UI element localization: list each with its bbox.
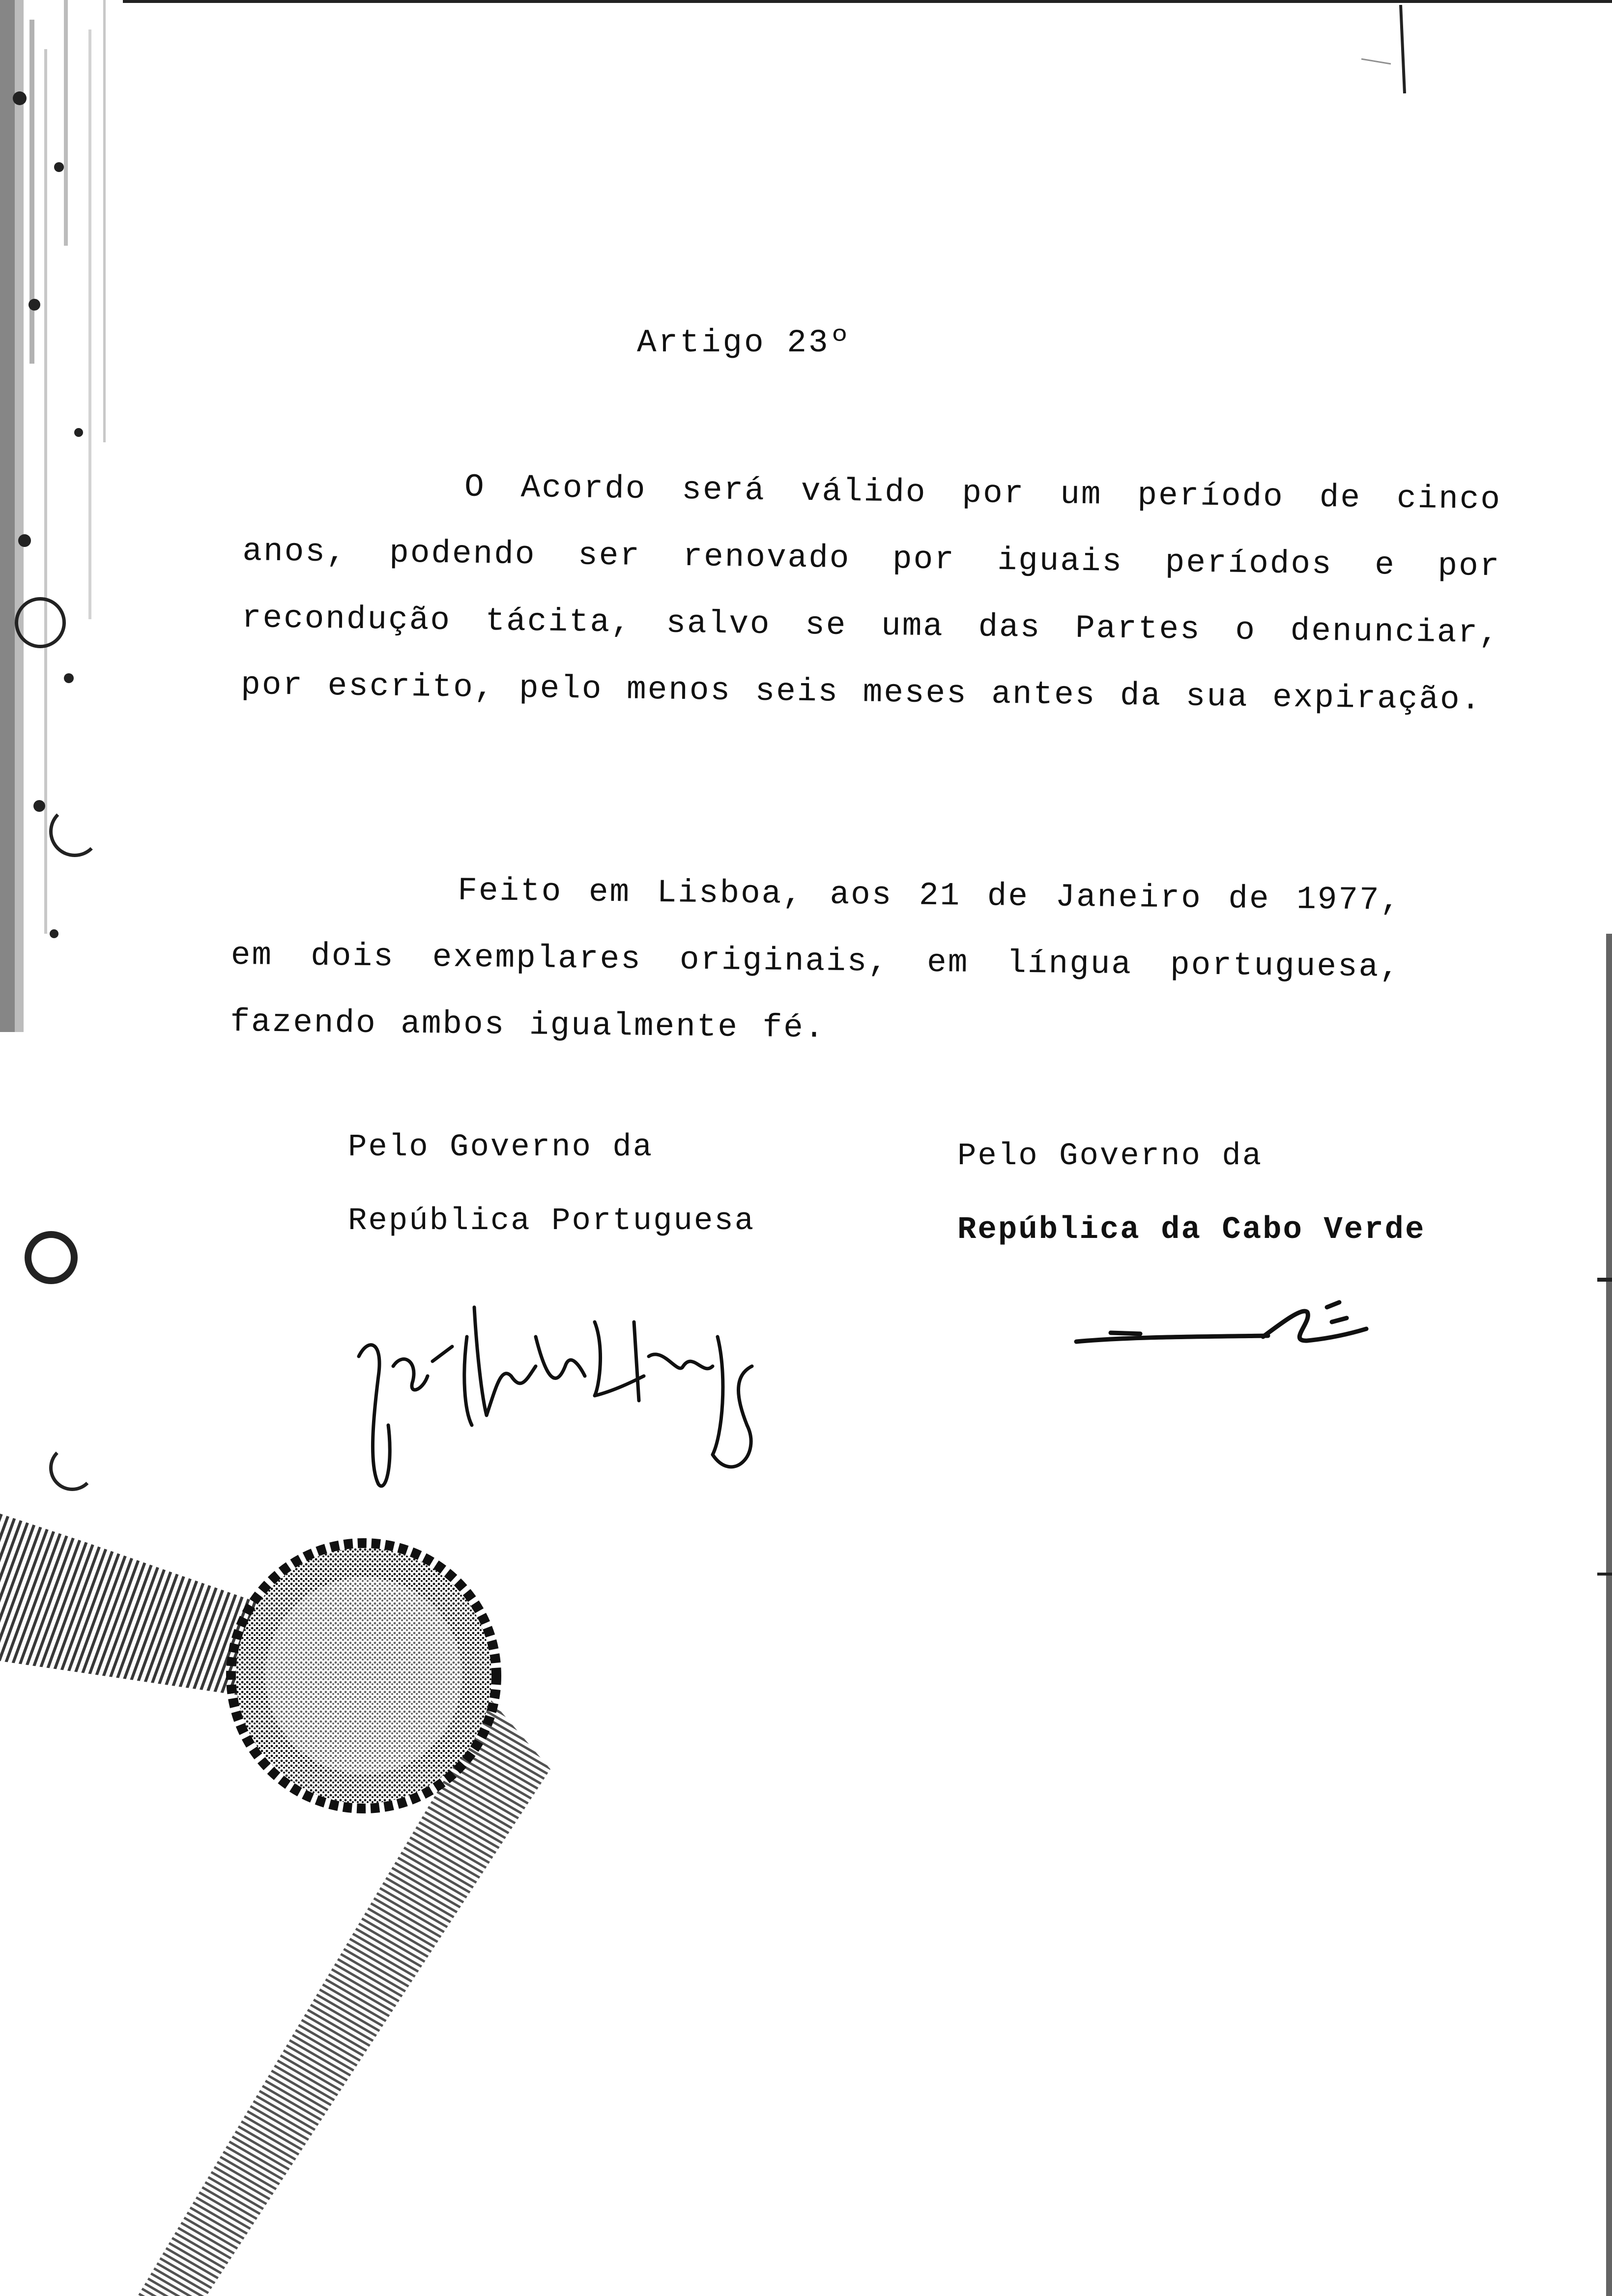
signing-paragraph: Feito em Lisboa, aos 21 de Janeiro de 1977, em dois exemplares originais, em língua portuguesa, fazendo ambos igualmente fé.: [230, 872, 1402, 1047]
binder-hole-2: [49, 806, 100, 857]
corner-tick-mark: [1356, 5, 1425, 103]
cabo-verde-signature: [1071, 1288, 1386, 1366]
scan-top-border: [123, 0, 1612, 3]
portugal-signatory-line1: Pelo Governo da: [348, 1130, 654, 1165]
validity-paragraph: O Acordo será válido por um período de cinco anos, podendo ser renovado por iguais períodos e por recondução tácita, salvo se uma das Partes o denunciar, por escrito, pelo menos seis meses antes da sua expiração.: [240, 468, 1502, 718]
portugal-signatory-line2: República Portuguesa: [348, 1204, 755, 1239]
cabo-verde-signatory-line1: Pelo Governo da: [957, 1139, 1263, 1174]
scan-right-edge: [1597, 934, 1612, 2296]
binder-hole-3: [25, 1231, 78, 1284]
binder-hole-4: [49, 1445, 95, 1491]
scan-left-edge-noise: [0, 0, 128, 1032]
cabo-verde-signatory-line2: República da Cabo Verde: [957, 1212, 1426, 1248]
portugal-signatory-label: [348, 1111, 755, 1258]
portugal-signature: [339, 1278, 781, 1494]
cabo-verde-signatory-label: [957, 1119, 1425, 1267]
binder-hole-1: [15, 597, 66, 648]
stamp-seal-with-ribbon: [0, 1514, 550, 2296]
article-heading: Artigo 23º: [637, 324, 852, 361]
